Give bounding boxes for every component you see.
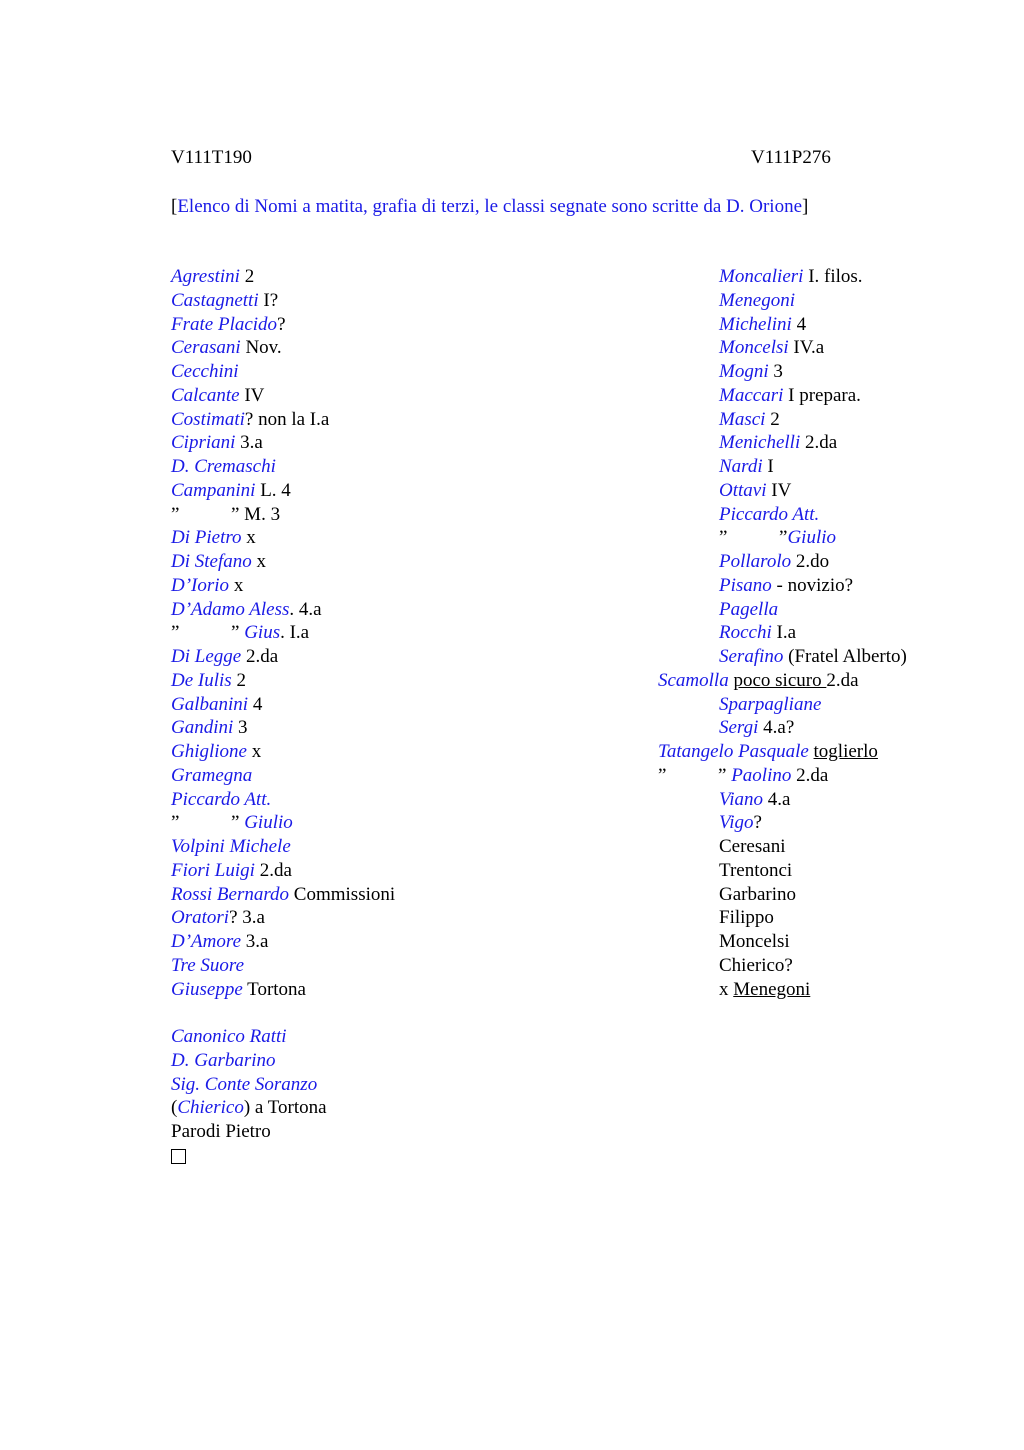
list-item: Piccardo Att. — [171, 788, 272, 810]
list-item: Viano 4.a — [719, 788, 791, 810]
list-item: Sergi 4.a? — [719, 717, 795, 739]
list-item: Campanini L. 4 — [171, 479, 291, 501]
empty-box-glyph — [171, 1149, 186, 1164]
list-item: Masci 2 — [719, 408, 780, 430]
ditto-mark: ” — [658, 764, 667, 786]
list-item: Ghiglione x — [171, 741, 262, 762]
list-item: Tre Suore — [171, 954, 245, 976]
list-item: Pisano - novizio? — [719, 574, 854, 596]
list-item: Cipriani 3.a — [171, 432, 263, 454]
list-item-ditto: ” ” Gius. I.a — [171, 622, 310, 644]
ditto-mark: ” — [231, 812, 245, 834]
list-item: Michelini 4 — [719, 313, 807, 335]
list-item: Di Legge 2.da — [171, 646, 279, 667]
list-item: Maccari I prepara. — [719, 384, 861, 406]
list-item: Mogni 3 — [719, 361, 783, 382]
ditto-mark: ” — [779, 527, 788, 549]
list-item: Fiori Luigi 2.da — [171, 859, 292, 881]
list-item: Agrestini 2 — [171, 266, 255, 287]
list-item: Galbanini 4 — [171, 693, 263, 715]
list-item: Calcante IV — [171, 384, 265, 406]
list-item: x Menegoni — [719, 978, 811, 1000]
list-item: Sig. Conte Soranzo — [171, 1073, 318, 1095]
list-item: Vigo? — [719, 812, 762, 834]
ditto-mark: ” — [231, 622, 245, 644]
list-item: Giuseppe Tortona — [171, 978, 306, 1000]
list-item: D. Cremaschi — [171, 456, 276, 477]
ditto-mark: ” — [718, 764, 732, 786]
list-item: Costimati? non la I.a — [171, 408, 330, 430]
list-item: De Iulis 2 — [171, 669, 246, 691]
list-item: Ceresani — [719, 836, 786, 857]
note-bracket-open: [ — [171, 196, 178, 217]
list-item: Cecchini — [171, 361, 239, 382]
list-item: Moncelsi IV.a — [719, 337, 825, 359]
list-item: Moncalieri I. filos. — [719, 266, 863, 287]
list-item: Piccardo Att. — [719, 503, 820, 525]
list-item: Cerasani Nov. — [171, 337, 282, 359]
list-item: D’Amore 3.a — [171, 931, 269, 952]
left-name-list — [171, 265, 631, 1168]
list-item-ditto — [171, 503, 631, 527]
ditto-mark: ” — [171, 622, 180, 644]
list-item: D’Adamo Aless. 4.a — [171, 598, 322, 620]
list-item: Serafino (Fratel Alberto) — [719, 646, 907, 667]
list-item: Oratori? 3.a — [171, 907, 265, 929]
document-code-right: V111P276 — [751, 147, 831, 168]
list-item: (Chierico) a Tortona — [171, 1097, 327, 1119]
list-item: Moncelsi — [719, 931, 790, 952]
ditto-mark: ” M. 3 — [231, 503, 281, 525]
note-bracket-close: ] — [802, 196, 809, 217]
list-item-ditto: ” ” Paolino 2.da — [658, 764, 829, 786]
list-item: Parodi Pietro — [171, 1121, 271, 1142]
ditto-mark: ” — [171, 503, 180, 525]
list-item-ditto: ” ”Giulio — [719, 527, 836, 549]
list-item: Rocchi I.a — [719, 622, 797, 644]
list-item: Di Pietro x — [171, 527, 256, 549]
list-item: Menegoni — [719, 289, 795, 311]
list-item: Menichelli 2.da — [719, 432, 838, 454]
ditto-mark: ” — [719, 527, 728, 549]
list-item: Scamolla poco sicuro 2.da — [658, 669, 859, 691]
list-item: Pagella — [719, 598, 779, 620]
list-item: Castagnetti I? — [171, 289, 279, 311]
note-text: Elenco di Nomi a matita, grafia di terzi, le classi segnate sono scritte da D. Orione — [177, 196, 803, 217]
list-item: Sparpagliane — [719, 693, 822, 715]
right-name-list — [658, 265, 998, 1001]
editorial-note — [171, 195, 808, 219]
list-item: Rossi Bernardo Commissioni — [171, 883, 396, 905]
list-item: Gramegna — [171, 764, 253, 786]
list-item: Nardi I — [719, 456, 774, 477]
list-item: Trentonci — [719, 859, 793, 881]
list-item: Tatangelo Pasquale toglierlo — [658, 741, 878, 762]
list-item: Ottavi IV — [719, 479, 792, 501]
list-item: Frate Placido? — [171, 313, 286, 335]
list-item: Garbarino — [719, 883, 797, 905]
list-item: Di Stefano x — [171, 551, 266, 572]
list-item: Volpini Michele — [171, 836, 291, 857]
document-code-left: V111T190 — [171, 147, 252, 168]
list-item: Pollarolo 2.do — [719, 551, 830, 572]
list-item: D. Garbarino — [171, 1049, 276, 1071]
list-item: Chierico? — [719, 954, 793, 976]
list-item: Filippo — [719, 907, 774, 929]
list-item: D’Iorio x — [171, 574, 244, 596]
list-item: Canonico Ratti — [171, 1026, 287, 1047]
list-item: Gandini 3 — [171, 717, 248, 739]
list-item-ditto: ” ” Giulio — [171, 812, 293, 834]
ditto-mark: ” — [171, 812, 180, 834]
list-item — [171, 1144, 631, 1168]
